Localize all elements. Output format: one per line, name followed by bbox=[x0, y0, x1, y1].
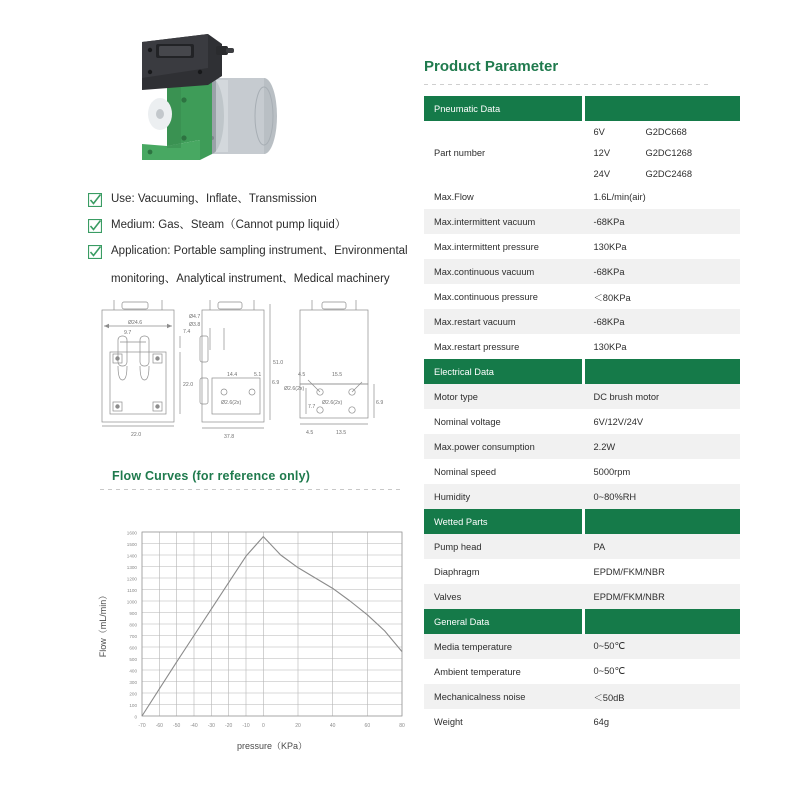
row-value bbox=[584, 121, 741, 184]
row-value: 130KPa bbox=[584, 234, 741, 259]
row-label: Valves bbox=[424, 584, 584, 609]
feature-list bbox=[88, 192, 412, 288]
svg-text:Ø4.7: Ø4.7 bbox=[189, 314, 201, 320]
y-axis-tick-label: 500 bbox=[129, 656, 137, 662]
flow-curves-divider bbox=[100, 489, 400, 490]
x-axis-label: pressure（KPa） bbox=[236, 741, 308, 751]
chart-series-line bbox=[142, 537, 402, 716]
table-row bbox=[424, 284, 740, 309]
row-value: 2.2W bbox=[584, 434, 741, 459]
x-axis-tick-label: 0 bbox=[261, 723, 265, 729]
y-axis-tick-label: 400 bbox=[129, 668, 137, 674]
row-label: Weight bbox=[424, 709, 584, 734]
y-axis-tick-label: 1500 bbox=[126, 541, 137, 547]
row-label: Max.restart vacuum bbox=[424, 309, 584, 334]
table-row bbox=[424, 434, 740, 459]
svg-text:Ø2.6(2x): Ø2.6(2x) bbox=[221, 400, 242, 406]
y-axis-tick-label: 800 bbox=[129, 622, 137, 628]
row-value: 64g bbox=[584, 709, 741, 734]
svg-text:4.5: 4.5 bbox=[306, 430, 314, 436]
part-number-line bbox=[594, 121, 741, 142]
row-label: Max.power consumption bbox=[424, 434, 584, 459]
svg-text:6.9: 6.9 bbox=[272, 380, 280, 386]
product-photo bbox=[112, 28, 302, 188]
svg-text:Ø2.6(2x): Ø2.6(2x) bbox=[284, 386, 305, 392]
svg-text:7.4: 7.4 bbox=[183, 329, 191, 335]
svg-text:7.7: 7.7 bbox=[308, 404, 316, 410]
section-label: Wetted Parts bbox=[424, 509, 584, 534]
row-label: Media temperature bbox=[424, 634, 584, 659]
row-value: -68KPa bbox=[584, 259, 741, 284]
row-value: 0~80%RH bbox=[584, 484, 741, 509]
specification-table bbox=[424, 96, 740, 734]
section-value bbox=[584, 359, 741, 384]
checkbox-check-icon bbox=[88, 245, 102, 259]
dimension-drawing bbox=[84, 292, 410, 450]
section-label: Pneumatic Data bbox=[424, 96, 584, 121]
row-label: Max.restart pressure bbox=[424, 334, 584, 359]
svg-text:22.0: 22.0 bbox=[183, 382, 194, 388]
feature-text: Medium: Gas、Steam（Cannot pump liquid） bbox=[111, 219, 347, 231]
part-number-line bbox=[594, 163, 741, 184]
y-axis-tick-label: 100 bbox=[129, 702, 137, 708]
svg-text:Ø3.8: Ø3.8 bbox=[189, 322, 201, 328]
row-value: 0~50℃ bbox=[584, 659, 741, 684]
row-value: -68KPa bbox=[584, 209, 741, 234]
feature-text: Use: Vacuuming、Inflate、Transmission bbox=[111, 193, 317, 205]
svg-text:22.0: 22.0 bbox=[131, 432, 142, 438]
svg-text:4.5: 4.5 bbox=[298, 372, 306, 378]
checkbox-check-icon bbox=[88, 219, 102, 233]
y-axis-tick-label: 300 bbox=[129, 679, 137, 685]
y-axis-tick-label: 700 bbox=[129, 633, 137, 639]
part-code: G2DC1268 bbox=[645, 147, 693, 158]
section-label: Electrical Data bbox=[424, 359, 584, 384]
table-row bbox=[424, 334, 740, 359]
row-value: ＜50dB bbox=[584, 684, 741, 709]
table-row bbox=[424, 121, 740, 184]
dimension-labels bbox=[124, 314, 383, 440]
x-axis-tick-label: -40 bbox=[190, 723, 198, 729]
x-axis-tick-label: 60 bbox=[364, 723, 371, 729]
part-voltage: 12V bbox=[593, 147, 611, 158]
table-row bbox=[424, 309, 740, 334]
table-row bbox=[424, 459, 740, 484]
part-number-line bbox=[594, 142, 741, 163]
right-column bbox=[412, 0, 800, 800]
table-row bbox=[424, 184, 740, 209]
row-value: DC brush motor bbox=[584, 384, 741, 409]
y-axis-tick-label: 1000 bbox=[126, 599, 137, 605]
row-label: Pump head bbox=[424, 534, 584, 559]
table-row bbox=[424, 584, 740, 609]
section-label: General Data bbox=[424, 609, 584, 634]
x-axis-tick-label: 80 bbox=[399, 723, 405, 729]
y-axis-tick-label: 1100 bbox=[127, 587, 137, 593]
row-label: Max.continuous pressure bbox=[424, 284, 584, 309]
row-label: Humidity bbox=[424, 484, 584, 509]
row-label: Nominal speed bbox=[424, 459, 584, 484]
table-row bbox=[424, 384, 740, 409]
row-value: -68KPa bbox=[584, 309, 741, 334]
diaphragm-disc bbox=[148, 98, 172, 130]
svg-text:13.5: 13.5 bbox=[336, 430, 347, 436]
svg-text:37.8: 37.8 bbox=[224, 434, 235, 440]
row-value: 6V/12V/24V bbox=[584, 409, 741, 434]
page-title: Product Parameter bbox=[424, 58, 559, 75]
svg-text:51.0: 51.0 bbox=[273, 360, 284, 366]
row-label: Max.intermittent pressure bbox=[424, 234, 584, 259]
x-axis-tick-label: -30 bbox=[207, 723, 215, 729]
svg-text:Ø24.6: Ø24.6 bbox=[128, 320, 143, 326]
row-label: Mechanicalness noise bbox=[424, 684, 584, 709]
x-axis-tick-label: -50 bbox=[173, 723, 181, 729]
table-section-header bbox=[424, 509, 740, 534]
section-value bbox=[584, 96, 741, 121]
svg-text:14.4: 14.4 bbox=[227, 372, 238, 378]
svg-text:6.9: 6.9 bbox=[376, 400, 384, 406]
table-row bbox=[424, 234, 740, 259]
svg-text:5.1: 5.1 bbox=[254, 372, 262, 378]
row-label: Diaphragm bbox=[424, 559, 584, 584]
x-axis-tick-label: 20 bbox=[295, 723, 301, 729]
svg-text:9.7: 9.7 bbox=[124, 330, 132, 336]
part-code: G2DC668 bbox=[645, 126, 687, 137]
y-axis-label: Flow（mL/min） bbox=[98, 590, 108, 658]
row-label: Ambient temperature bbox=[424, 659, 584, 684]
y-axis-tick-label: 1200 bbox=[126, 576, 137, 582]
flow-curve-chart bbox=[84, 520, 414, 760]
x-axis-tick-label: -60 bbox=[155, 723, 163, 729]
x-axis-tick-label: -20 bbox=[225, 723, 233, 729]
part-voltage: 24V bbox=[593, 168, 611, 179]
row-label: Max.continuous vacuum bbox=[424, 259, 584, 284]
part-code: G2DC2468 bbox=[645, 168, 693, 179]
row-label: Motor type bbox=[424, 384, 584, 409]
section-value bbox=[584, 609, 741, 634]
section-value bbox=[584, 509, 741, 534]
table-row bbox=[424, 634, 740, 659]
feature-text-continuation: monitoring、Analytical instrument、Medical machinery bbox=[111, 273, 390, 285]
checkbox-check-icon bbox=[88, 193, 102, 207]
table-row bbox=[424, 484, 740, 509]
flow-curves-title: Flow Curves (for reference only) bbox=[112, 469, 311, 483]
table-row bbox=[424, 534, 740, 559]
title-divider bbox=[424, 84, 709, 85]
row-value: ＜80KPa bbox=[584, 284, 741, 309]
feature-text: Application: Portable sampling instrument、Environmental bbox=[111, 245, 408, 257]
y-axis-tick-label: 200 bbox=[129, 691, 137, 697]
row-value: 130KPa bbox=[584, 334, 741, 359]
y-axis-tick-label: 1400 bbox=[126, 553, 137, 559]
table-row bbox=[424, 684, 740, 709]
row-value: 5000rpm bbox=[584, 459, 741, 484]
row-value: EPDM/FKM/NBR bbox=[584, 559, 741, 584]
row-label: Max.Flow bbox=[424, 184, 584, 209]
table-row bbox=[424, 559, 740, 584]
row-label: Max.intermittent vacuum bbox=[424, 209, 584, 234]
row-label: Part number bbox=[424, 121, 584, 184]
table-row bbox=[424, 659, 740, 684]
row-value: EPDM/FKM/NBR bbox=[584, 584, 741, 609]
y-axis-tick-label: 900 bbox=[129, 610, 137, 616]
list-item bbox=[88, 244, 412, 259]
y-axis-tick-label: 0 bbox=[134, 714, 137, 720]
list-item bbox=[88, 218, 412, 233]
y-axis-tick-label: 600 bbox=[129, 645, 137, 651]
part-voltage: 6V bbox=[593, 126, 605, 137]
table-section-header bbox=[424, 96, 740, 121]
table-row bbox=[424, 409, 740, 434]
table-row bbox=[424, 209, 740, 234]
row-value: 0~50℃ bbox=[584, 634, 741, 659]
table-row bbox=[424, 709, 740, 734]
list-item bbox=[88, 192, 412, 207]
row-value: 1.6L/min(air) bbox=[584, 184, 741, 209]
table-section-header bbox=[424, 359, 740, 384]
svg-text:Ø2.6(2x): Ø2.6(2x) bbox=[322, 400, 343, 406]
row-value: PA bbox=[584, 534, 741, 559]
y-axis-tick-label: 1300 bbox=[126, 564, 137, 570]
x-axis-tick-label: -10 bbox=[242, 723, 250, 729]
x-axis-tick-label: 40 bbox=[329, 723, 336, 729]
row-label: Nominal voltage bbox=[424, 409, 584, 434]
table-row bbox=[424, 259, 740, 284]
table-section-header bbox=[424, 609, 740, 634]
x-axis-tick-label: -70 bbox=[138, 723, 146, 729]
y-axis-tick-label: 1600 bbox=[126, 530, 137, 536]
svg-text:15.5: 15.5 bbox=[332, 372, 343, 378]
